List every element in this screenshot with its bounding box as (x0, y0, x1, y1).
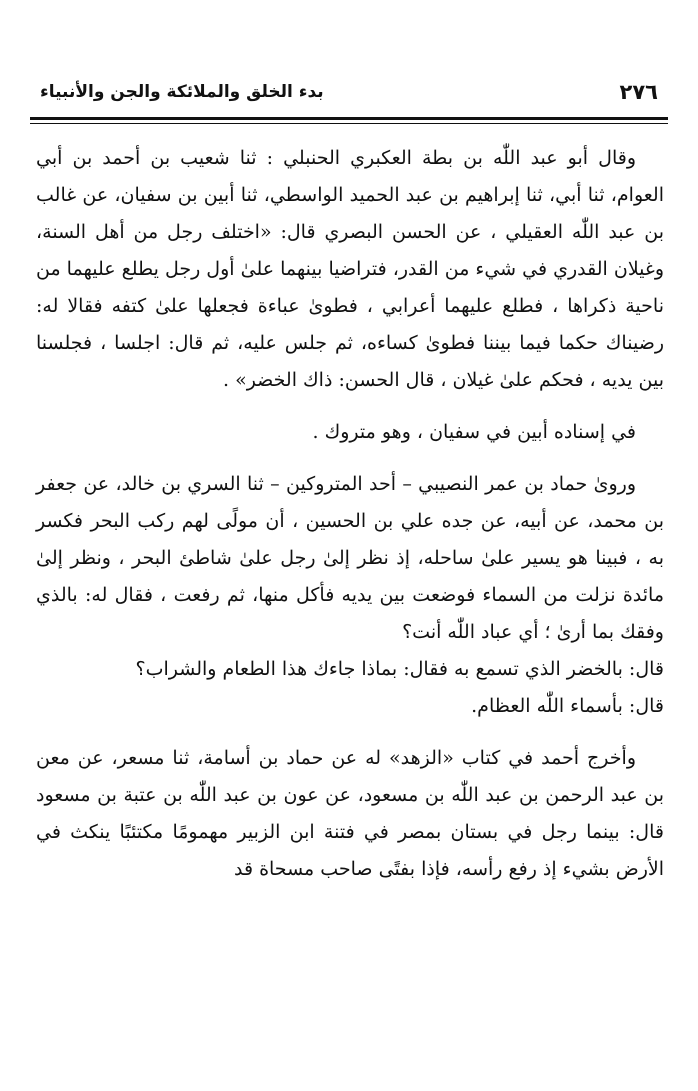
running-title: بدء الخلق والملائكة والجن والأنبياء (40, 82, 324, 102)
paragraph-isnad-note: في إسناده أبين في سفيان ، وهو متروك . (312, 421, 636, 443)
header-rule-thin (30, 123, 668, 124)
paragraph-ibn-batta-narration: وقال أبو عبد اللّٰه بن بطة العكبري الحنبلي : ثنا شعيب بن أحمد بن أبي العوام، ثنا أبي، ثنا إبراهيم بن عبد الحميد الواسطي، ثنا أبين بن سفيان، عن غالب بن عبد اللّٰه العقيلي ، عن الحسن البصري قال: «اختلف رجل من أهل السنة، وغيلان القدري في شيء من القدر، فتراضيا بينهما علىٰ أول رجل يطلع عليهما من ناحية ذكراها ، فطلع عليهما أعرابي ، فطوىٰ عباءة فجعلها علىٰ كتفه فقالا له: رضيناك حكما فيما بيننا فطوىٰ كساءه، ثم جلس عليه، ثم قال: اجلسا ، فجلسنا بين يديه ، فحكم علىٰ غيلان ، قال الحسن: ذاك الخضر» . (36, 147, 665, 391)
paragraph-hammad-narration: ورویٰ حماد بن عمر النصيبي – أحد المتروكين – ثنا السري بن خالد، عن جعفر بن محمد، عن أبيه، عن جده علي بن الحسين ، أن مولًى لهم ركب البحر فكسر به ، فبينا هو يسير علىٰ ساحله، إذ نظر إلىٰ رجل علىٰ شاطئ البحر ، ونظر إلىٰ مائدة نزلت من السماء فوضعت بين يديه فأكل منها، ثم رفعت ، فقال له: بالذي وفقك بما أرىٰ ؛ أي عباد اللّٰه أنت؟ (36, 473, 664, 643)
paragraph-ahmad-zuhd: وأخرج أحمد في كتاب «الزهد» له عن حماد بن أسامة، ثنا مسعر، عن معن بن عبد الرحمن بن عبد اللّٰه بن مسعود، عن عون بن عبد اللّٰه بن عتبة بن مسعود قال: بينما رجل في بستان بمصر في فتنة ابن الزبير مهمومًا مكتئبًا ينكث في الأرض بشيء إذ رفع رأسه، فإذا بفتًى صاحب مسحاة قد (36, 747, 664, 880)
header-rule-thick (30, 117, 668, 120)
running-header (30, 78, 668, 114)
body-text (36, 140, 664, 888)
page-number: ٢٧٦ (619, 80, 658, 104)
paragraph-names-of-allah: قال: بأسماء اللّٰه العظام. (471, 695, 664, 717)
paragraph-khidr-reply: قال: بالخضر الذي تسمع به فقال: بماذا جاءك هذا الطعام والشراب؟ (135, 658, 664, 680)
